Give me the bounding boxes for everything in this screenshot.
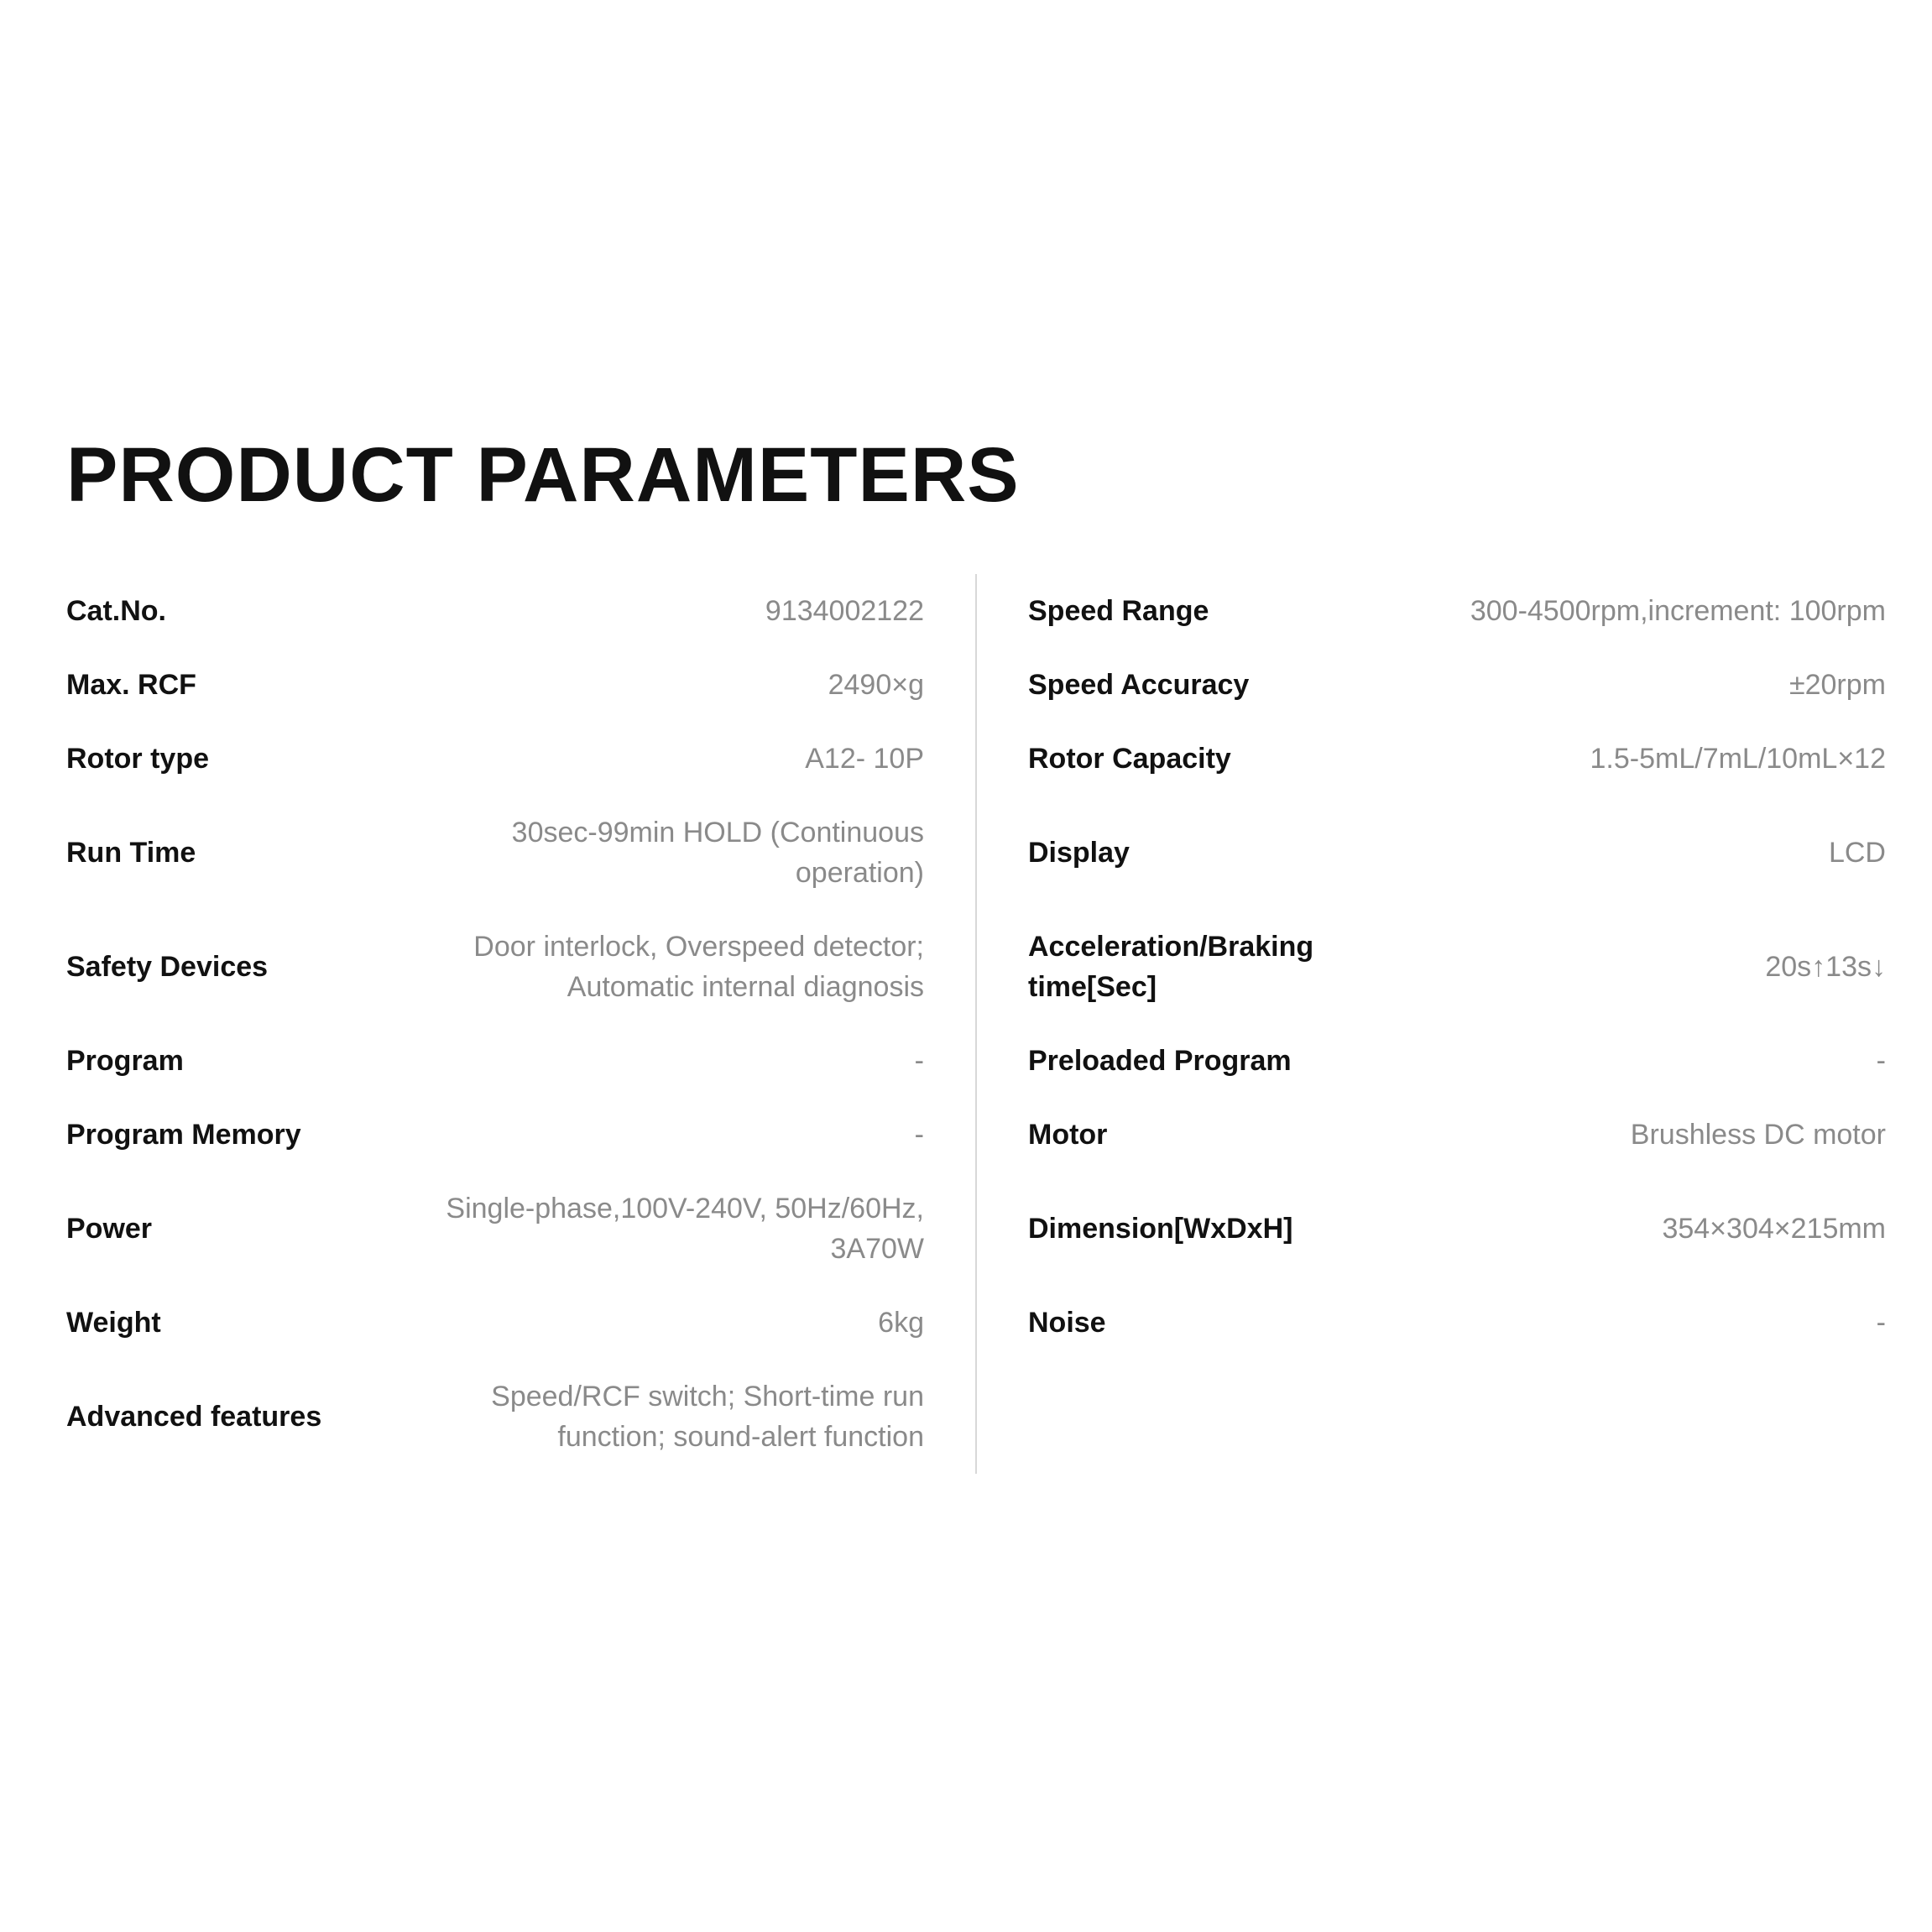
spec-label: Program Memory [66,1119,301,1151]
spec-row-max-rcf [66,648,924,722]
spec-label: Dimension[WxDxH] [1028,1213,1293,1245]
spec-label: Noise [1028,1307,1106,1339]
spec-row-advanced-features [66,1360,924,1474]
spec-value: 9134002122 [765,595,924,627]
spec-row-rotor-capacity [1028,722,1886,796]
spec-value: - [1876,1307,1886,1339]
spec-label: Weight [66,1307,161,1339]
spec-label: Safety Devices [66,951,269,983]
spec-label: Display [1028,837,1130,869]
spec-value: 1.5-5mL/7mL/10mL×12 [1590,743,1886,775]
spec-row-weight [66,1286,924,1360]
spec-label: Advanced features [66,1401,322,1433]
spec-row-noise [1028,1286,1886,1360]
spec-label: Program [66,1045,184,1077]
spec-value: 2490×g [828,669,924,701]
spec-label: Acceleration/Braking time[Sec] [1028,931,1314,1003]
spec-value: Single-phase,100V-240V, 50Hz/60Hz, 3A70W [446,1193,924,1265]
spec-label: Max. RCF [66,669,196,701]
spec-column-right [977,574,1886,1360]
spec-value: 6kg [878,1307,924,1339]
spec-label: Speed Range [1028,595,1209,627]
spec-value: ±20rpm [1788,669,1886,701]
spec-label: Speed Accuracy [1028,669,1250,701]
spec-value: A12- 10P [805,743,924,775]
product-parameters-section [66,432,1886,1474]
spec-value: LCD [1828,837,1886,869]
spec-row-display [1028,796,1886,910]
spec-value: 20s↑13s↓ [1765,951,1886,983]
spec-row-program [66,1024,924,1098]
spec-row-speed-accuracy [1028,648,1886,722]
spec-row-power [66,1172,924,1286]
spec-label: Motor [1028,1119,1108,1151]
spec-value: Speed/RCF switch; Short-time run function; sound-alert function [491,1381,924,1453]
spec-value: Door interlock, Overspeed detector; Automatic internal diagnosis [473,931,924,1003]
spec-row-acceleration-braking [1028,910,1886,1024]
spec-row-safety-devices [66,910,924,1024]
page-title: PRODUCT PARAMETERS [66,432,1020,518]
spec-label: Rotor Capacity [1028,743,1231,775]
spec-row-dimension [1028,1172,1886,1286]
spec-label: Rotor type [66,743,209,775]
spec-value: - [914,1045,924,1077]
spec-label: Run Time [66,837,196,869]
spec-value: - [1876,1045,1886,1077]
spec-row-run-time [66,796,924,910]
spec-label: Cat.No. [66,595,166,627]
spec-value: - [914,1119,924,1151]
spec-label: Preloaded Program [1028,1045,1292,1077]
spec-row-motor [1028,1098,1886,1172]
spec-table [66,574,1886,1474]
spec-row-rotor-type [66,722,924,796]
spec-row-preloaded-program [1028,1024,1886,1098]
spec-value: 354×304×215mm [1662,1213,1886,1245]
spec-value: 300-4500rpm,increment: 100rpm [1470,595,1886,627]
spec-row-cat-no [66,574,924,648]
spec-row-program-memory [66,1098,924,1172]
spec-label: Power [66,1213,153,1245]
spec-value: Brushless DC motor [1630,1119,1886,1151]
spec-value: 30sec-99min HOLD (Continuous operation) [511,817,924,889]
spec-row-speed-range [1028,574,1886,648]
spec-column-left [66,574,975,1474]
